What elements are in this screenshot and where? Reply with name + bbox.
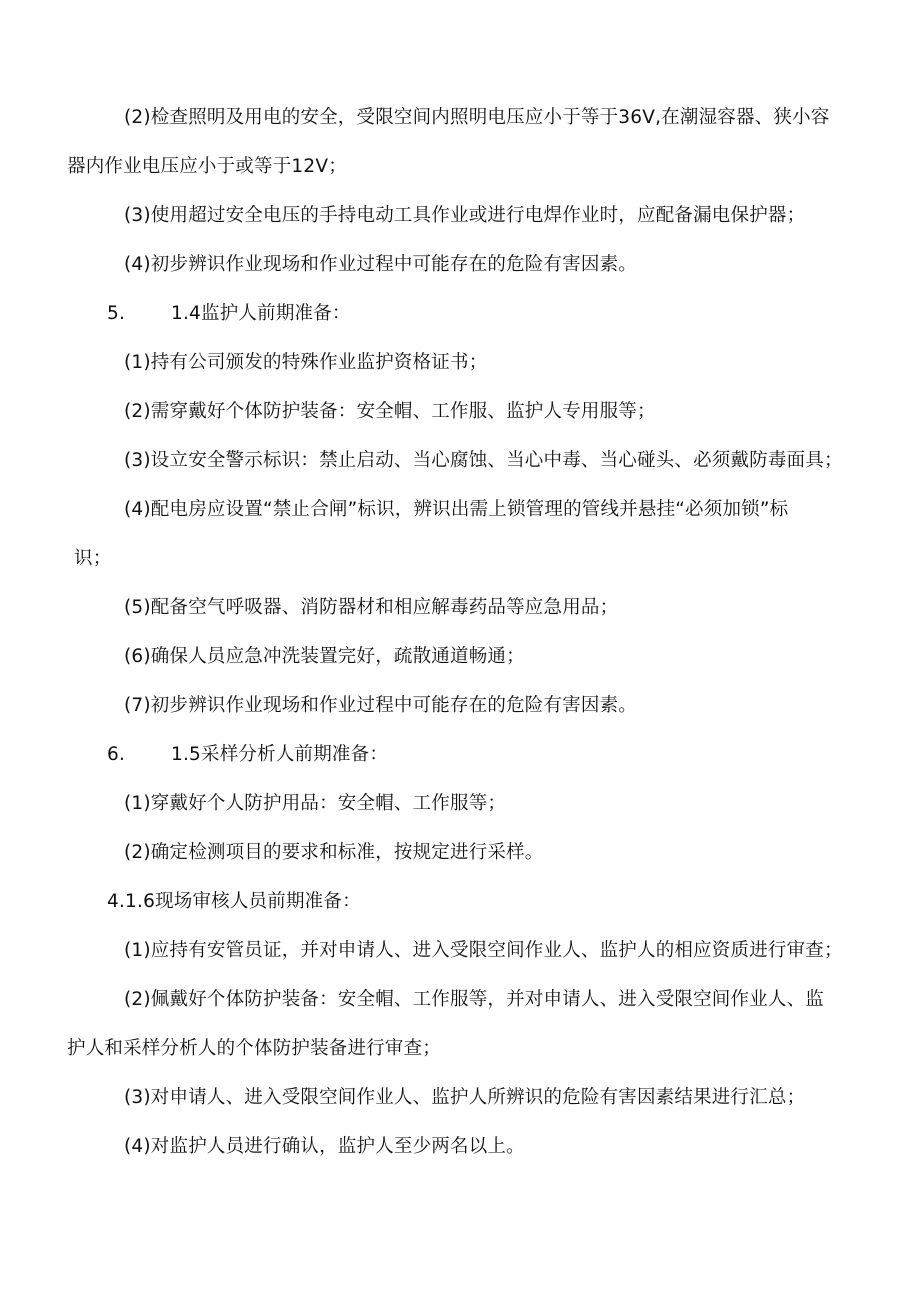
paragraph-line: (3)设立安全警示标识：禁止启动、当心腐蚀、当心中毒、当心碰头、必须戴防毒面具； <box>124 450 843 471</box>
paragraph-line: (3)对申请人、进入受限空间作业人、监护人所辨识的危险有害因素结果进行汇总； <box>124 1087 806 1108</box>
paragraph-line: (2)需穿戴好个体防护装备：安全帽、工作服、监护人专用服等； <box>124 401 656 422</box>
paragraph-line: (1)持有公司颁发的特殊作业监护资格证书； <box>124 352 488 373</box>
paragraph-line: (1)应持有安管员证，并对申请人、进入受限空间作业人、监护人的相应资质进行审查； <box>124 940 843 961</box>
paragraph-line: (7)初步辨识作业现场和作业过程中可能存在的危险有害因素。 <box>124 695 638 716</box>
paragraph-line: 器内作业电压应小于或等于12V； <box>67 156 347 177</box>
paragraph-line: (4)初步辨识作业现场和作业过程中可能存在的危险有害因素。 <box>124 254 638 275</box>
paragraph-line: (2)确定检测项目的要求和标准，按规定进行采样。 <box>124 842 544 863</box>
paragraph-line: (2)佩戴好个体防护装备：安全帽、工作服等，并对申请人、进入受限空间作业人、监 <box>124 989 825 1010</box>
section-heading: 1.5采样分析人前期准备： <box>171 744 389 765</box>
paragraph-line: (1)穿戴好个人防护用品：安全帽、工作服等； <box>124 793 507 814</box>
paragraph-line: (3)使用超过安全电压的手持电动工具作业或进行电焊作业时，应配备漏电保护器； <box>124 205 806 226</box>
paragraph-line: (4)配电房应设置“禁止合闸”标识，辨识出需上锁管理的管线并悬挂“必须加锁”标 <box>124 499 789 520</box>
paragraph-line: (4)对监护人员进行确认，监护人至少两名以上。 <box>124 1136 525 1157</box>
section-heading: 4.1.6现场审核人员前期准备： <box>107 891 361 912</box>
section-heading: 1.4监护人前期准备： <box>171 303 351 324</box>
paragraph-line: (6)确保人员应急冲洗装置完好，疏散通道畅通； <box>124 646 525 667</box>
paragraph-line: 护人和采样分析人的个体防护装备进行审查； <box>67 1038 442 1059</box>
paragraph-line: (2)检查照明及用电的安全，受限空间内照明电压应小于等于36V,在潮湿容器、狭小容 <box>124 107 830 128</box>
paragraph-line: (5)配备空气呼吸器、消防器材和相应解毒药品等应急用品； <box>124 597 619 618</box>
section-number: 6. <box>107 744 126 765</box>
section-number: 5. <box>107 303 126 324</box>
paragraph-line: 识； <box>74 548 112 569</box>
